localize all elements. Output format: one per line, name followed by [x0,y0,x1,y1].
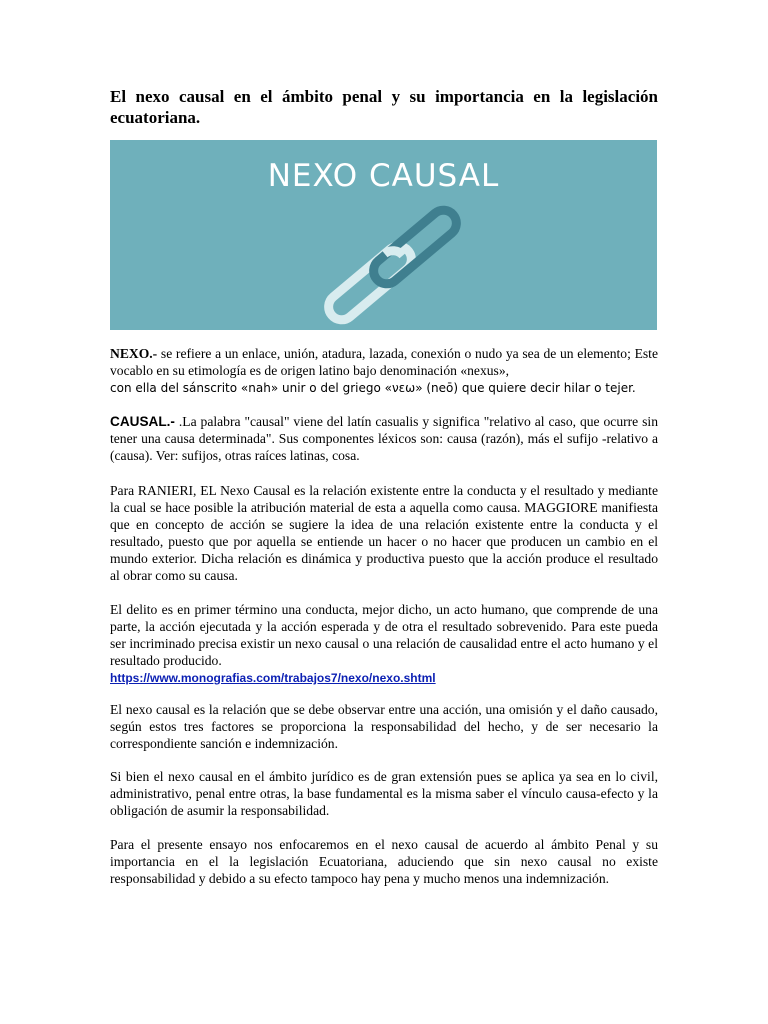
document-title: El nexo causal en el ámbito penal y su importancia en la legislación ecuatoriana. [110,87,658,127]
term-nexo: NEXO.- [110,346,158,361]
paragraph-ranieri: Para RANIERI, EL Nexo Causal es la relación existente entre la conducta y el resultado y mediante la cual se hace posible la atribución material de esta a aquella como causa. MAGGIORE manifiesta que en concepto de acción se sugiere la idea de una relación existente entre la conducta y el resultado, puesto que por aquella se entiende un hacer o no hacer que producen un cambio en el mundo exterior. Dicha relación es dinámica y productiva puesto que la acción produce el resultado al obrar como su causa. [110,483,658,583]
chain-link-icon [110,140,657,330]
banner-title: NEXO CAUSAL [267,158,500,194]
banner-image [110,140,657,330]
term-causal: CAUSAL.- [110,414,175,429]
paragraph-ensayo: Para el presente ensayo nos enfocaremos en el nexo causal de acuerdo al ámbito Penal y su importancia en el la legislación Ecuatoriana, aduciendo que sin nexo causal no existe responsabilidad y debido a su efecto tampoco hay pena y mucho menos una indemnización. [110,837,658,886]
paragraph-nexo [110,345,658,397]
paragraph-delito-text: El delito es en primer término una conducta, mejor dicho, un acto humano, que comprende de una parte, la acción ejecutada y la acción esperada y de otra el resultado sobrevenido. Para este pueda ser incriminado precisa existir un nexo causal o una relación de causalidad entre el acto humano y el resultado producido. [110,602,658,668]
paragraph-nexo-text: se refiere a un enlace, unión, atadura, lazada, conexión o nudo ya sea de un elemento; Este vocablo en su etimología es de origen latino bajo denominación «nexus», [110,346,658,378]
paragraph-ambito: Si bien el nexo causal en el ámbito jurídico es de gran extensión pues se aplica ya sea en lo civil, administrativo, penal entre otras, la base fundamental es la misma saber el vínculo causa-efecto y la obligación de asumir la responsabilidad. [110,769,658,818]
paragraph-nexo-line2: con ella del sánscrito «nah» unir o del griego «νεω» (neō) que quiere decir hilar o tejer. [110,381,636,395]
paragraph-relacion: El nexo causal es la relación que se debe observar entre una acción, una omisión y el daño causado, según estos tres factores se proporciona la responsabilidad del hecho, y de ser necesario la correspondiente sanción e indemnización. [110,702,658,751]
paragraph-causal-text: .La palabra "causal" viene del latín casualis y significa "relativo al caso, que ocurre sin tener una causa determinada". Sus componentes léxicos son: causa (razón), más el sufijo -relativo a (causa). Ver: sufijos, otras raíces latinas, cosa. [110,414,658,463]
paragraph-causal [110,413,658,464]
source-link[interactable]: https://www.monografias.com/trabajos7/nexo/nexo.shtml [110,671,436,685]
paragraph-delito [110,601,658,687]
